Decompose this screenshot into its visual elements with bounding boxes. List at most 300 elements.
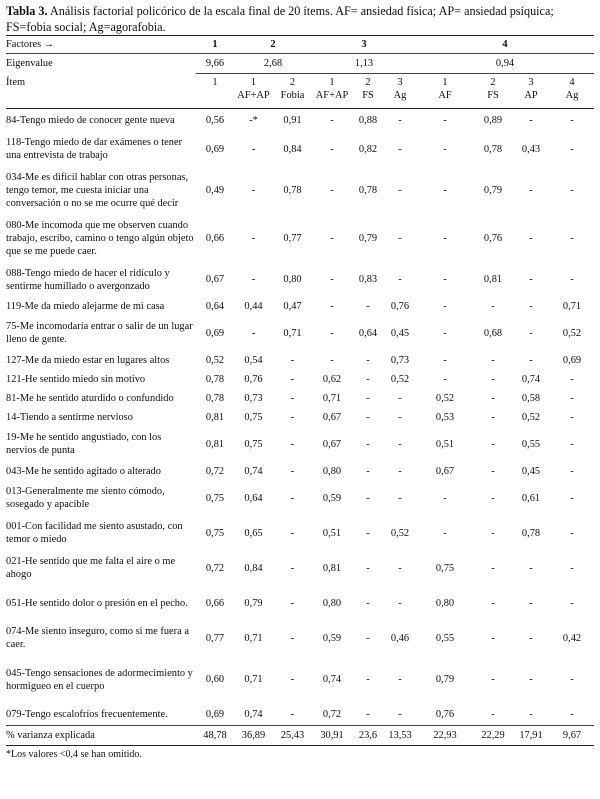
loading-cell: 0,52 bbox=[390, 373, 410, 385]
loading-cell: - bbox=[529, 185, 533, 196]
loading-cell: - bbox=[529, 327, 533, 339]
loading-cell: - bbox=[251, 143, 256, 155]
item-text: 051-He sentido dolor o presión en el pecho. bbox=[6, 597, 188, 609]
variance-value: 23,6 bbox=[358, 730, 378, 741]
loading-cell: - bbox=[398, 438, 402, 450]
loading-cell: 0,52 bbox=[562, 327, 582, 339]
loading-cell: - bbox=[570, 185, 574, 196]
factor-heading: 1 bbox=[212, 39, 218, 50]
loading-cell: 0,66 bbox=[205, 597, 225, 609]
loading-cell: - bbox=[398, 392, 402, 404]
loading-cell: 0,71 bbox=[244, 674, 263, 685]
variance-label: % varianza explicada bbox=[6, 730, 95, 741]
loading-cell: - bbox=[398, 114, 402, 126]
loading-cell: 0,91 bbox=[283, 114, 302, 126]
loading-cell: - bbox=[290, 632, 295, 644]
loading-cell: - bbox=[529, 274, 533, 285]
loading-cell: - bbox=[570, 674, 574, 685]
loading-cell: - bbox=[529, 300, 533, 312]
loading-cell: 0,88 bbox=[358, 114, 378, 126]
loading-cell: - bbox=[443, 300, 447, 312]
loading-cell: - bbox=[570, 411, 574, 423]
loading-cell: 0,82 bbox=[358, 143, 378, 155]
loading-cell: - bbox=[443, 114, 447, 126]
loading-cell: - bbox=[290, 708, 295, 720]
loading-cell: 0,55 bbox=[435, 632, 455, 644]
loading-cell: - bbox=[398, 465, 402, 477]
table-row bbox=[6, 215, 594, 263]
loading-cell: 0,80 bbox=[322, 597, 342, 609]
subfactor-heading bbox=[384, 74, 416, 109]
loading-cell: - bbox=[570, 492, 574, 504]
loading-cell: - bbox=[491, 492, 495, 504]
loading-cell: 0,74 bbox=[521, 373, 541, 385]
loading-cell: 0,79 bbox=[244, 597, 263, 609]
loading-cell: - bbox=[366, 465, 370, 477]
loading-cell: 0,81 bbox=[205, 438, 225, 450]
loading-cell: 0,80 bbox=[322, 465, 342, 477]
loading-cell: 0,67 bbox=[205, 274, 225, 285]
subfactor-heading bbox=[416, 74, 474, 109]
loading-cell: 0,59 bbox=[322, 632, 342, 644]
loading-cell: - bbox=[570, 274, 574, 285]
table-row bbox=[6, 481, 594, 516]
factor-heading: 3 bbox=[361, 39, 367, 50]
loading-cell: 0,53 bbox=[435, 411, 455, 423]
subfactor-label: AF+AP bbox=[315, 89, 349, 101]
table-row bbox=[6, 351, 594, 370]
loading-cell: - bbox=[398, 674, 402, 685]
loading-cell: 0,64 bbox=[244, 492, 263, 504]
subfactor-label: AF+AP bbox=[237, 89, 270, 101]
loading-cell: - bbox=[366, 392, 370, 404]
subfactor-heading bbox=[550, 74, 594, 109]
eigenvalue: 1,13 bbox=[312, 54, 416, 74]
loading-cell: 0,83 bbox=[358, 274, 378, 285]
variance-value: 17,91 bbox=[519, 730, 543, 741]
loading-cell: 0,78 bbox=[483, 143, 503, 155]
loading-cell: - bbox=[290, 411, 295, 423]
variance-value: 13,53 bbox=[388, 730, 412, 741]
item-text: 043-Me he sentido agitado o alterado bbox=[6, 465, 161, 477]
loading-cell: 0,67 bbox=[322, 438, 342, 450]
loading-cell: - bbox=[366, 597, 370, 609]
loading-cell: 0,77 bbox=[283, 233, 302, 244]
loading-cell: 0,76 bbox=[435, 708, 455, 720]
loading-cell: 0,46 bbox=[390, 632, 410, 644]
subfactor-heading bbox=[312, 74, 352, 109]
loading-cell: - bbox=[330, 114, 334, 126]
subfactor-number: 4 bbox=[569, 77, 575, 88]
subfactor-heading bbox=[352, 74, 384, 109]
loading-cell: 0,75 bbox=[205, 527, 225, 539]
loading-cell: - bbox=[570, 527, 574, 539]
loading-cell: 0,89 bbox=[483, 114, 503, 126]
loading-cell: 0,43 bbox=[521, 143, 541, 155]
table-row bbox=[6, 167, 594, 215]
loading-cell: - bbox=[366, 527, 370, 539]
loading-cell: - bbox=[570, 465, 574, 477]
item-text: 121-He sentido miedo sin motivo bbox=[6, 373, 146, 385]
loading-cell: 0,55 bbox=[521, 438, 541, 450]
loading-cell: 0,72 bbox=[205, 465, 225, 477]
loading-cell: - bbox=[330, 143, 334, 155]
table-header bbox=[6, 36, 594, 109]
table-row bbox=[6, 316, 594, 351]
caption-label: Tabla 3. bbox=[6, 4, 48, 18]
subfactor-heading bbox=[474, 74, 512, 109]
subfactor-number: 3 bbox=[397, 77, 403, 88]
loading-cell: - bbox=[529, 674, 533, 685]
loading-cell: 0,71 bbox=[283, 327, 302, 339]
loading-cell: - bbox=[570, 233, 574, 244]
item-text: 127-Me da miedo estar en lugares altos bbox=[6, 354, 170, 366]
loading-cell: 0,75 bbox=[244, 411, 263, 423]
loading-cell: 0,44 bbox=[244, 300, 263, 312]
item-text: 118-Tengo miedo de dar exámenes o tener una entrevista de trabajo bbox=[6, 137, 183, 161]
subfactor-number: 2 bbox=[365, 77, 371, 88]
factor-heading: 4 bbox=[502, 39, 508, 50]
loading-cell: - bbox=[529, 354, 533, 366]
loading-cell: 0,78 bbox=[283, 185, 302, 196]
loading-cell: 0,71 bbox=[322, 392, 342, 404]
subfactor-label: Ag bbox=[393, 89, 407, 101]
loading-cell: - bbox=[443, 354, 447, 366]
loading-cell: - bbox=[570, 143, 574, 155]
loading-cell: 0,75 bbox=[205, 492, 225, 504]
table-body bbox=[6, 109, 594, 746]
variance-value: 22,93 bbox=[433, 730, 457, 741]
subfactor-number: 2 bbox=[289, 77, 296, 88]
loading-cell: 0,52 bbox=[390, 527, 410, 539]
item-text: 080-Me incomoda que me observen cuando trabajo, escribo, camino o tengo algún objeto que se me puede caer. bbox=[6, 220, 194, 257]
item-text: 021-He sentido que me falta el aire o me ahogo bbox=[6, 556, 176, 580]
loading-cell: 0,84 bbox=[244, 562, 263, 574]
loading-cell: 0,75 bbox=[435, 562, 455, 574]
subfactor-number: 3 bbox=[528, 77, 534, 88]
loading-cell: 0,73 bbox=[244, 392, 263, 404]
loading-cell: 0,67 bbox=[435, 465, 455, 477]
loading-cell: - bbox=[398, 492, 402, 504]
subfactor-label: AF bbox=[438, 89, 452, 101]
table-row bbox=[6, 427, 594, 462]
subfactor-label: Fobia bbox=[280, 89, 305, 101]
loading-cell: - bbox=[529, 708, 533, 720]
item-label: Ítem bbox=[6, 76, 26, 88]
loading-cell: - bbox=[570, 597, 574, 609]
loading-cell: - bbox=[570, 392, 574, 404]
loading-cell: - bbox=[366, 708, 370, 720]
loading-cell: 0,52 bbox=[435, 392, 455, 404]
factors-label: Factores → bbox=[6, 39, 55, 50]
loading-cell: - bbox=[491, 674, 495, 685]
loading-cell: 0,60 bbox=[205, 674, 225, 685]
loading-cell: - bbox=[491, 527, 495, 539]
loading-cell: - bbox=[443, 143, 447, 155]
loading-cell: - bbox=[330, 185, 334, 196]
table-row bbox=[6, 586, 594, 621]
loading-cell: 0,71 bbox=[562, 300, 582, 312]
loading-cell: - bbox=[251, 274, 256, 285]
loading-cell: 0,81 bbox=[322, 562, 342, 574]
loading-cell: - bbox=[443, 327, 447, 339]
loading-cell: - bbox=[290, 527, 295, 539]
subfactor-number: 2 bbox=[490, 77, 496, 88]
loading-cell: 0,76 bbox=[483, 233, 503, 244]
loading-cell: - bbox=[290, 373, 295, 385]
factor-heading: 2 bbox=[270, 39, 276, 50]
variance-value: 9,67 bbox=[562, 730, 582, 741]
loading-cell: 0,78 bbox=[205, 373, 225, 385]
subfactor-label: FS bbox=[362, 89, 374, 101]
loading-cell: - bbox=[330, 300, 334, 312]
loading-cell: 0,61 bbox=[521, 492, 541, 504]
item-text: 119-Me da miedo alejarme de mi casa bbox=[6, 300, 165, 312]
loading-cell: 0,68 bbox=[483, 327, 503, 339]
table-row bbox=[6, 132, 594, 167]
item-text: 079-Tengo escalofríos frecuentemente. bbox=[6, 708, 168, 720]
subfactor-number: 1 bbox=[329, 77, 335, 88]
loading-cell: 0,81 bbox=[483, 274, 503, 285]
table-row bbox=[6, 551, 594, 586]
loading-cell: - bbox=[398, 143, 402, 155]
item-text: 14-Tiendo a sentirme nervioso bbox=[6, 411, 133, 423]
loading-cell: - bbox=[570, 562, 574, 574]
loading-cell: - bbox=[491, 465, 495, 477]
table-row bbox=[6, 408, 594, 427]
table-row bbox=[6, 462, 594, 481]
loading-cell: - bbox=[529, 597, 533, 609]
loading-cell: - bbox=[290, 597, 295, 609]
loading-cell: 0,45 bbox=[521, 465, 541, 477]
loading-cell: - bbox=[491, 411, 495, 423]
subfactor-heading bbox=[273, 74, 312, 109]
loading-cell: 0,77 bbox=[205, 632, 225, 644]
loading-cell: - bbox=[398, 562, 402, 574]
loading-cell: 0,49 bbox=[205, 185, 225, 196]
loading-cell: - bbox=[491, 597, 495, 609]
loading-cell: 0,56 bbox=[205, 114, 225, 126]
loading-cell: - bbox=[366, 373, 370, 385]
loading-cell: 0,42 bbox=[562, 632, 582, 644]
subfactor-number: 1 bbox=[250, 77, 257, 88]
loading-cell: 0,80 bbox=[283, 274, 302, 285]
subfactor-number: 1 bbox=[442, 77, 448, 88]
loading-cell: - bbox=[398, 708, 402, 720]
loading-cell: 0,79 bbox=[483, 185, 503, 196]
footnote: *Los valores <0,4 se han omitido. bbox=[6, 749, 142, 760]
loading-cell: 0,69 bbox=[205, 143, 225, 155]
loading-cell: 0,52 bbox=[521, 411, 541, 423]
loading-cell: - bbox=[529, 632, 533, 644]
loading-cell: - bbox=[290, 492, 295, 504]
item-text: 074-Me siento inseguro, como si me fuera a caer. bbox=[6, 626, 189, 650]
loading-cell: 0,75 bbox=[244, 438, 263, 450]
loading-cell: - bbox=[290, 465, 295, 477]
loading-cell: 0,51 bbox=[322, 527, 342, 539]
loading-cell: 0,74 bbox=[244, 708, 263, 720]
table-caption bbox=[6, 4, 594, 35]
loading-cell: - bbox=[570, 438, 574, 450]
loading-cell: 0,84 bbox=[283, 143, 302, 155]
item-text: 84-Tengo miedo de conocer gente nueva bbox=[6, 114, 175, 126]
subfactor-heading bbox=[234, 74, 273, 109]
loading-cell: - bbox=[290, 674, 295, 685]
loading-cell: - bbox=[251, 185, 256, 196]
loading-cell: - bbox=[491, 354, 495, 366]
loading-cell: - bbox=[290, 438, 295, 450]
loading-cell: - bbox=[443, 274, 447, 285]
item-text: 013-Generalmente me siento cómodo, sosegado y apacible bbox=[6, 486, 165, 510]
loading-cell: - bbox=[491, 438, 495, 450]
loading-cell: - bbox=[570, 114, 574, 126]
table-row bbox=[6, 297, 594, 316]
loading-cell: - bbox=[570, 373, 574, 385]
loading-cell: 0,72 bbox=[205, 562, 225, 574]
loading-cell: 0,52 bbox=[205, 354, 225, 366]
loading-cell: - bbox=[529, 114, 533, 126]
loading-cell: - bbox=[290, 392, 295, 404]
loading-cell: 0,79 bbox=[435, 674, 455, 685]
loading-cell: - bbox=[366, 632, 370, 644]
loading-cell: - bbox=[529, 233, 533, 244]
loading-cell: 0,69 bbox=[562, 354, 582, 366]
loading-cell: 0,74 bbox=[322, 674, 342, 685]
loading-cell: 0,78 bbox=[205, 392, 225, 404]
loading-cell: 0,59 bbox=[322, 492, 342, 504]
table-row bbox=[6, 389, 594, 408]
loading-cell: 0,66 bbox=[205, 233, 225, 244]
loading-cell: - bbox=[443, 373, 447, 385]
loading-cell: 0,62 bbox=[322, 373, 342, 385]
variance-value: 36,89 bbox=[241, 730, 266, 741]
item-text: 75-Me incomodaría entrar o salir de un lugar lleno de gente. bbox=[6, 321, 193, 345]
table-row bbox=[6, 621, 594, 656]
subfactor-number: 1 bbox=[212, 77, 218, 88]
variance-value: 30,91 bbox=[320, 730, 344, 741]
loading-cell: - bbox=[330, 354, 334, 366]
loading-cell: - bbox=[491, 632, 495, 644]
loading-cell: - bbox=[366, 411, 370, 423]
loading-cell: - bbox=[529, 562, 533, 574]
paper-page bbox=[6, 4, 594, 760]
loading-cell: 0,80 bbox=[435, 597, 455, 609]
loading-cell: 0,64 bbox=[358, 327, 378, 339]
table-row bbox=[6, 704, 594, 726]
table-row bbox=[6, 516, 594, 551]
loading-cell: 0,67 bbox=[322, 411, 342, 423]
loading-cell: 0,47 bbox=[283, 300, 302, 312]
item-text: 088-Tengo miedo de hacer el ridículo y sentirme humillado o avergonzado bbox=[6, 267, 170, 292]
loading-cell: 0,78 bbox=[521, 527, 541, 539]
loading-cell: - bbox=[398, 274, 402, 285]
loading-cell: - bbox=[330, 274, 334, 285]
subfactor-label: AP bbox=[524, 89, 538, 101]
loading-cell: - bbox=[443, 492, 447, 504]
eigenvalue: 2,68 bbox=[234, 54, 312, 74]
loading-cell: - bbox=[251, 233, 256, 244]
loading-cell: 0,76 bbox=[390, 300, 410, 312]
loading-cell: - bbox=[366, 438, 370, 450]
loading-cell: - bbox=[366, 562, 370, 574]
loading-cell: - bbox=[366, 674, 370, 685]
loading-cell: 0,51 bbox=[435, 438, 455, 450]
loading-cell: 0,65 bbox=[244, 527, 263, 539]
loading-cell: 0,54 bbox=[244, 354, 263, 366]
loading-cell: - bbox=[398, 597, 402, 609]
loading-cell: - bbox=[398, 233, 402, 244]
loading-cell: 0,64 bbox=[205, 300, 225, 312]
eigen-label: Eigenvalue bbox=[6, 58, 53, 70]
table-row bbox=[6, 656, 594, 704]
loading-cell: - bbox=[330, 327, 334, 339]
table-row bbox=[6, 109, 594, 132]
loading-cell: - bbox=[330, 233, 334, 244]
loading-cell: 0,79 bbox=[358, 233, 378, 244]
loading-cell: - bbox=[251, 327, 256, 339]
variance-value: 25,43 bbox=[280, 730, 305, 741]
loading-cell: - bbox=[290, 562, 295, 574]
eigenvalue: 9,66 bbox=[196, 54, 234, 74]
eigenvalue: 0,94 bbox=[416, 54, 594, 74]
loading-cell: - bbox=[491, 708, 495, 720]
loading-cell: 0,69 bbox=[205, 327, 225, 339]
loading-cell: 0,69 bbox=[205, 708, 225, 720]
subfactor-heading bbox=[512, 74, 550, 109]
variance-value: 48,78 bbox=[203, 730, 227, 741]
subfactor-label: FS bbox=[487, 89, 499, 101]
table-row bbox=[6, 370, 594, 389]
table-row bbox=[6, 263, 594, 297]
item-text: 81-Me he sentido aturdido o confundido bbox=[6, 392, 174, 404]
loading-cell: 0,45 bbox=[390, 327, 410, 339]
loading-cell: - bbox=[398, 185, 402, 196]
loading-cell: -* bbox=[249, 114, 258, 126]
loading-cell: - bbox=[366, 300, 370, 312]
variance-value: 22,29 bbox=[481, 730, 505, 741]
loading-cell: 0,71 bbox=[244, 632, 263, 644]
subfactor-heading bbox=[196, 74, 234, 109]
loading-cell: 0,76 bbox=[244, 373, 263, 385]
loading-cell: - bbox=[491, 392, 495, 404]
loading-cell: - bbox=[570, 708, 574, 720]
loading-cell: 0,78 bbox=[358, 185, 378, 196]
loading-cell: 0,81 bbox=[205, 411, 225, 423]
loading-cell: 0,73 bbox=[390, 354, 410, 366]
loading-cell: - bbox=[491, 373, 495, 385]
factor-table bbox=[6, 35, 594, 746]
loading-cell: - bbox=[398, 411, 402, 423]
loading-cell: - bbox=[491, 562, 495, 574]
item-text: 034-Me es difícil hablar con otras personas, tengo temor, me cuesta iniciar una conversación o no se me ocurre qué decir bbox=[6, 172, 189, 209]
loading-cell: - bbox=[366, 492, 370, 504]
item-text: 001-Con facilidad me siento asustado, con temor o miedo bbox=[6, 521, 183, 545]
loading-cell: - bbox=[443, 185, 447, 196]
loading-cell: 0,72 bbox=[322, 708, 342, 720]
item-text: 19-Me he sentido angustiado, con los nervios de punta bbox=[6, 432, 162, 456]
loading-cell: - bbox=[443, 527, 447, 539]
caption-text: Análisis factorial policórico de la escala final de 20 ítems. AF= ansiedad física; AP= ansiedad psíquica; FS=fobia social; Ag=agorafobia. bbox=[6, 4, 554, 34]
subfactor-label: Ag bbox=[565, 89, 579, 101]
loading-cell: 0,74 bbox=[244, 465, 263, 477]
item-text: 045-Tengo sensaciones de adormecimiento y hormigueo en el cuerpo bbox=[6, 667, 193, 692]
loading-cell: - bbox=[366, 354, 370, 366]
loading-cell: - bbox=[491, 300, 495, 312]
loading-cell: - bbox=[290, 354, 295, 366]
loading-cell: 0,58 bbox=[521, 392, 541, 404]
loading-cell: - bbox=[443, 233, 447, 244]
variance-row bbox=[6, 726, 594, 746]
